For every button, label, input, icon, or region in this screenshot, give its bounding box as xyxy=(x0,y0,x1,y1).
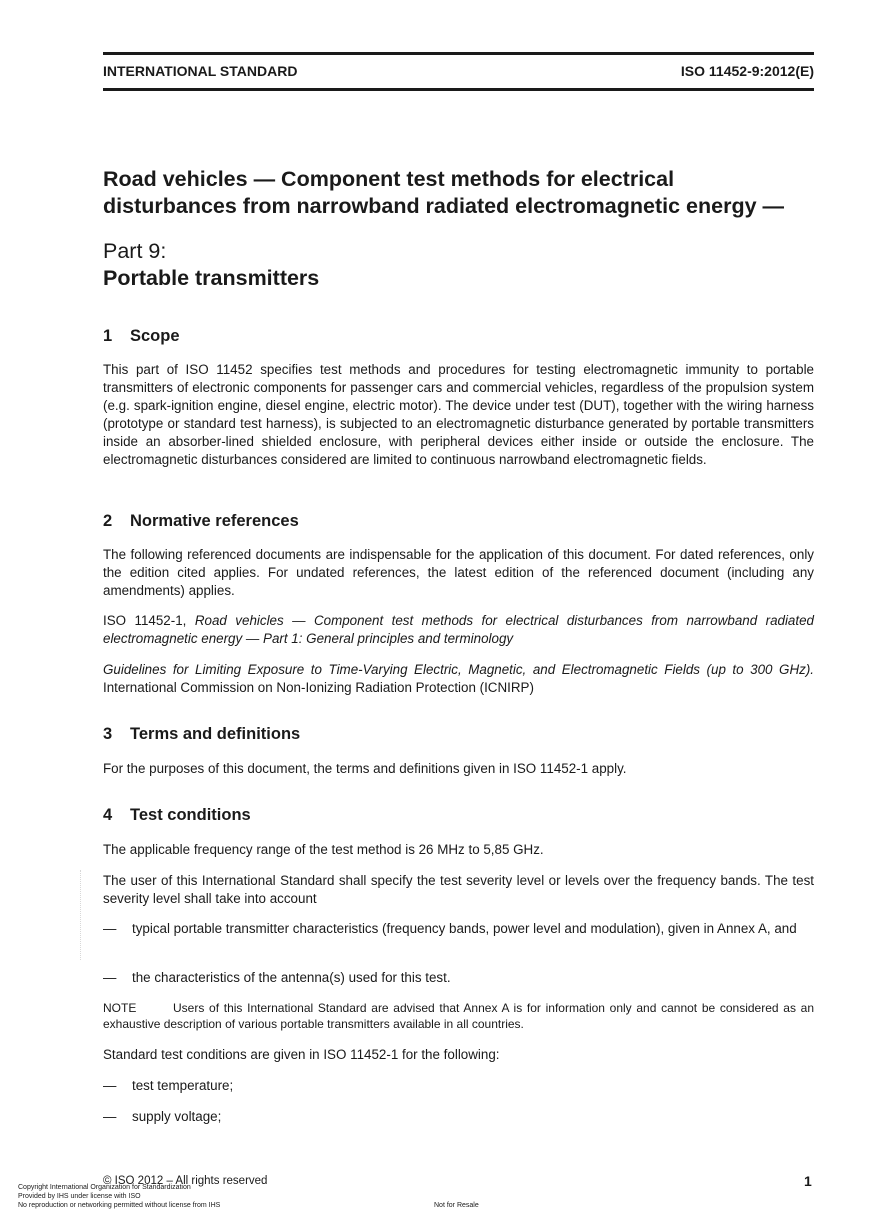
standard-conditions-paragraph: Standard test conditions are given in ISO 11452-1 for the following: xyxy=(103,1047,500,1062)
list-item-text: typical portable transmitter characteristics (frequency bands, power level and modulation), given in Annex A, and xyxy=(132,921,797,936)
reference-title: Road vehicles — Component test methods for electrical disturbances from narrowband radiated electromagnetic energy — Part 1: General principles and terminology xyxy=(103,613,814,646)
dash-bullet: — xyxy=(103,1109,117,1124)
footer-copyright: © ISO 2012 – All rights reserved xyxy=(103,1175,268,1187)
note-text: Users of this International Standard are advised that Annex A is for information only and cannot be considered as an exhaustive description of various portable transmitters available in all countries. xyxy=(103,1001,814,1031)
section-number: 3 xyxy=(103,725,113,743)
part-label: Part 9: xyxy=(103,239,167,263)
part-name: Portable transmitters xyxy=(103,266,320,290)
dash-bullet: — xyxy=(103,921,117,936)
section-heading-normative-references xyxy=(103,512,299,531)
normative-references-paragraph: The following referenced documents are indispensable for the application of this document. For dated references, only the edition cited applies. For undated references, the latest edition of the referenced document (including any amendments) applies. xyxy=(103,547,814,598)
header-bottom-rule xyxy=(103,88,814,91)
reference-organization: International Commission on Non-Ionizing Radiation Protection (ICNIRP) xyxy=(103,680,534,695)
header-standard-type: INTERNATIONAL STANDARD xyxy=(103,63,298,79)
not-for-resale-notice: Not for Resale xyxy=(434,1202,479,1209)
reference-id: ISO 11452-1, xyxy=(103,613,195,628)
list-item xyxy=(103,1108,814,1126)
severity-level-paragraph: The user of this International Standard shall specify the test severity level or levels over the frequency bands. The test severity level shall take into account xyxy=(103,873,814,906)
list-item-text: test temperature; xyxy=(132,1078,234,1093)
section-title: Terms and definitions xyxy=(130,725,301,743)
scope-paragraph: This part of ISO 11452 specifies test methods and procedures for testing electromagnetic immunity to portable transmitters of electronic components for passenger cars and commercial vehicles, regardless of the propulsion system (e.g. spark-ignition engine, diesel engine, electric motor). The device under test (DUT), together with the wiring harness (prototype or standard test harness), is subjected to an electromagnetic disturbance generated by portable transmitters inside an absorber-lined shielded enclosure, with peripheral devices either inside or outside the enclosure. The electromagnetic disturbances considered are limited to continuous narrowband electromagnetic fields. xyxy=(103,362,814,467)
license-line: No reproduction or networking permitted without license from IHS xyxy=(18,1202,221,1209)
list-item-text: the characteristics of the antenna(s) used for this test. xyxy=(132,970,451,985)
reference-iso-11452-1 xyxy=(103,612,814,648)
terms-paragraph: For the purposes of this document, the terms and definitions given in ISO 11452-1 apply. xyxy=(103,761,627,776)
section-number: 4 xyxy=(103,806,113,824)
section-title: Normative references xyxy=(130,512,299,530)
list-item xyxy=(103,969,814,987)
title-line-1: Road vehicles — Component test methods for electrical xyxy=(103,167,675,191)
list-item xyxy=(103,1077,814,1095)
dash-bullet: — xyxy=(103,970,117,985)
license-line: Copyright International Organization for Standardization xyxy=(18,1184,191,1191)
reference-title: Guidelines for Limiting Exposure to Time-Varying Electric, Magnetic, and Electromagnetic Fields (up to 300 GHz). xyxy=(103,662,814,677)
page-number: 1 xyxy=(804,1173,812,1189)
license-line: Provided by IHS under license with ISO xyxy=(18,1193,141,1200)
section-title: Scope xyxy=(130,327,180,345)
list-item-text: supply voltage; xyxy=(132,1109,222,1124)
license-notice xyxy=(18,1183,220,1210)
document-title xyxy=(103,166,814,220)
part-title xyxy=(103,238,319,292)
section-heading-test-conditions xyxy=(103,806,251,825)
margin-watermark xyxy=(80,870,83,960)
section-title: Test conditions xyxy=(130,806,251,824)
header-standard-number: ISO 11452-9:2012(E) xyxy=(680,63,814,79)
list-item xyxy=(103,920,814,938)
frequency-range-paragraph: The applicable frequency range of the test method is 26 MHz to 5,85 GHz. xyxy=(103,842,544,857)
title-line-2: disturbances from narrowband radiated electromagnetic energy — xyxy=(103,194,785,218)
section-heading-scope xyxy=(103,327,180,346)
section-heading-terms-and-definitions xyxy=(103,725,300,744)
note-block xyxy=(103,1000,814,1032)
section-number: 1 xyxy=(103,327,113,345)
section-number: 2 xyxy=(103,512,113,530)
reference-icnirp xyxy=(103,661,814,697)
dash-bullet: — xyxy=(103,1078,117,1093)
note-label: NOTE xyxy=(103,1001,137,1015)
header-top-rule xyxy=(103,52,814,55)
